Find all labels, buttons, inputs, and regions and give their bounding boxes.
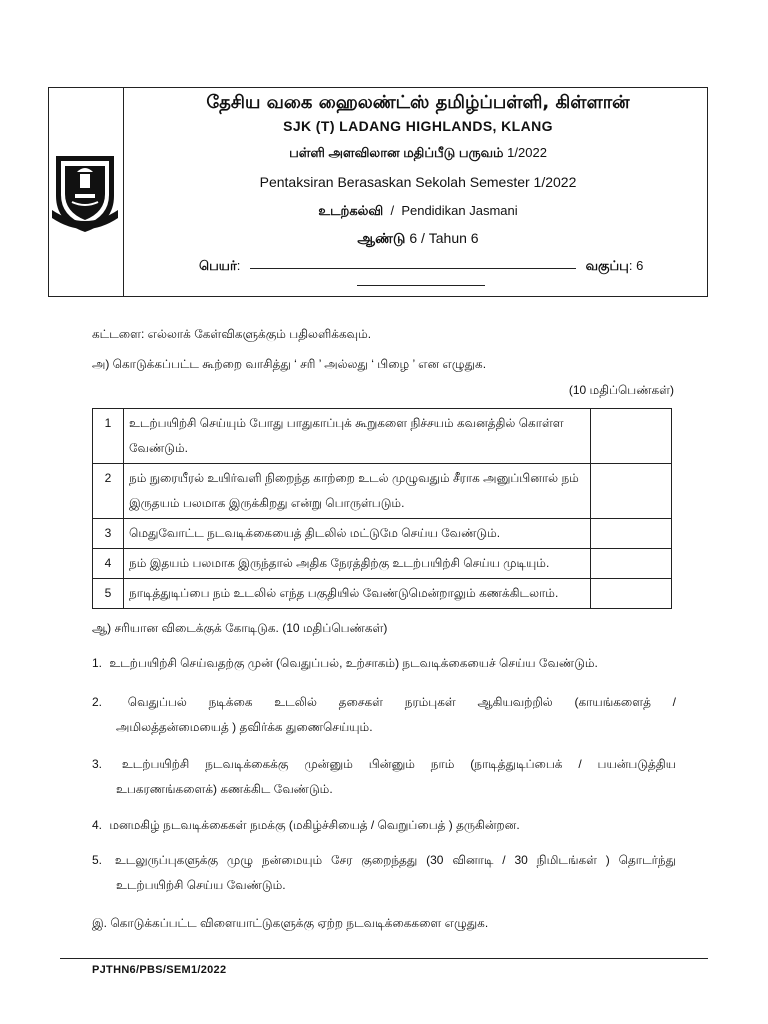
table-row [93, 464, 672, 519]
question-line [92, 752, 676, 777]
list-item [92, 651, 676, 676]
section-a-marks: (10 மதிப்பெண்கள்) [568, 383, 674, 397]
question-text-continued: உடற்பயிற்சி செய்ய வேண்டும். [116, 878, 286, 892]
table-row [93, 549, 672, 579]
list-item [92, 752, 676, 802]
subject-line [129, 203, 707, 220]
question-line [92, 848, 676, 873]
row-number: 4 [93, 549, 124, 579]
exam-title-malay: Pentaksiran Berasaskan Sekolah Semester 1/2022 [259, 174, 577, 190]
name-label: பெயர் [199, 258, 237, 273]
question-text-continued: அமிலத்தன்மையைத் ) தவிர்க்க துணைசெய்யும். [116, 720, 373, 734]
table-row [93, 579, 672, 609]
statement-text: நம் இதயம் பலமாக இருந்தால் அதிக நேரத்திற்கு உடற்பயிற்சி செய்ய முடியும். [124, 549, 591, 579]
question-text-continued: உபகரணங்களைக்) கணக்கிட வேண்டும். [116, 782, 333, 796]
question-text: உடலுருப்புகளுக்கு முழு நன்மையும் சேர குறைந்தது (30 வினாடி / 30 நிமிடங்கள் ) தொடர்ந்து [114, 853, 676, 867]
year-label-tamil: ஆண்டு [357, 230, 406, 246]
footer-divider [60, 958, 708, 959]
name-field-continuation[interactable] [357, 285, 485, 286]
class-value: 6 [636, 258, 644, 273]
table-row [93, 409, 672, 464]
statement-text: உடற்பயிற்சி செய்யும் போது பாதுகாப்புக் கூறுகளை நிச்சயம் கவனத்தில் கொள்ள வேண்டும். [124, 409, 591, 464]
section-c-instruction: இ. கொடுக்கப்பட்ட விளையாட்டுகளுக்கு ஏற்ற நடவடிக்கைகளை எழுதுக. [92, 916, 489, 930]
exam-label-tamil: பள்ளி அளவிலான மதிப்பீடு பருவம் [289, 145, 504, 160]
statement-text: மெதுவோட்ட நடவடிக்கையைத் திடலில் மட்டுமே செய்ய வேண்டும். [124, 519, 591, 549]
statement-text: நம் நுரையீரல் உயிர்வளி நிறைந்த காற்றை உடல் முழுவதும் சீராக அனுப்பினால் நம் இருதயம் பலமாக இருக்கிறது என்று பொருள்படும். [124, 464, 591, 519]
question-text: உடற்பயிற்சி செய்வதற்கு முன் (வெதுப்பல், உற்சாகம்) நடவடிக்கையைச் செய்ய வேண்டும். [109, 656, 598, 670]
question-number: 3. [92, 757, 103, 771]
question-line [92, 690, 676, 715]
question-number: 2. [92, 695, 103, 709]
list-item [92, 813, 676, 838]
class-label: வகுப்பு [585, 258, 629, 273]
name-class-row: பெயர்: வகுப்பு: 6 [199, 258, 644, 273]
answer-cell[interactable] [591, 409, 672, 464]
row-number: 5 [93, 579, 124, 609]
year-line [129, 230, 707, 249]
year-value: 6 / Tahun 6 [409, 230, 479, 246]
list-item [92, 848, 676, 898]
subject-tamil: உடற்கல்வி [318, 203, 384, 218]
school-crest-logo [50, 150, 120, 236]
subject-malay: Pendidikan Jasmani [401, 203, 518, 218]
school-name-tamil: தேசிய வகை ஹைலண்ட்ஸ் தமிழ்ப்பள்ளி, கிள்ளான் [206, 92, 630, 113]
question-number: 1. [92, 656, 103, 670]
school-name-english: SJK (T) LADANG HIGHLANDS, KLANG [283, 118, 553, 134]
row-number: 2 [93, 464, 124, 519]
section-a-instruction: அ) கொடுக்கப்பட்ட கூற்றை வாசித்து ‘ சரி ’ அல்லது ‘ பிழை ’ என எழுதுக. [92, 357, 487, 371]
statement-text: நாடித்துடிப்பை நம் உடலில் எந்த பகுதியில் வேண்டுமென்றாலும் கணக்கிடலாம். [124, 579, 591, 609]
answer-cell[interactable] [591, 464, 672, 519]
answer-cell[interactable] [591, 549, 672, 579]
table-row [93, 519, 672, 549]
exam-term: 1/2022 [507, 145, 547, 160]
list-item [92, 690, 676, 740]
row-number: 1 [93, 409, 124, 464]
question-text: உடற்பயிற்சி நடவடிக்கைக்கு முன்னும் பின்னும் நாம் (நாடித்துடிப்பைக் / பயன்படுத்திய [121, 757, 676, 771]
question-number: 5. [92, 853, 103, 867]
answer-cell[interactable] [591, 519, 672, 549]
question-text: மனமகிழ் நடவடிக்கைகள் நமக்கு (மகிழ்ச்சியைத் / வெறுப்பைத் ) தருகின்றன. [109, 818, 520, 832]
name-field[interactable] [250, 268, 576, 269]
header-box [48, 87, 708, 297]
logo-cell [49, 88, 124, 296]
question-number: 4. [92, 818, 103, 832]
row-number: 3 [93, 519, 124, 549]
question-text: வெதுப்பல் நடிக்கை உடலில் தசைகள் நரம்புகள் ஆகியவற்றில் (காயங்களைத் / [127, 695, 676, 709]
subject-separator: / [390, 203, 395, 218]
true-false-table [92, 408, 672, 609]
general-instruction: கட்டளை: எல்லாக் கேள்விகளுக்கும் பதிலளிக்கவும். [92, 327, 372, 341]
exam-title-tamil [129, 145, 707, 162]
section-b-title: ஆ) சரியான விடைக்குக் கோடிடுக. (10 மதிப்பெண்கள்) [92, 621, 388, 635]
answer-cell[interactable] [591, 579, 672, 609]
footer-code: PJTHN6/PBS/SEM1/2022 [92, 964, 227, 976]
